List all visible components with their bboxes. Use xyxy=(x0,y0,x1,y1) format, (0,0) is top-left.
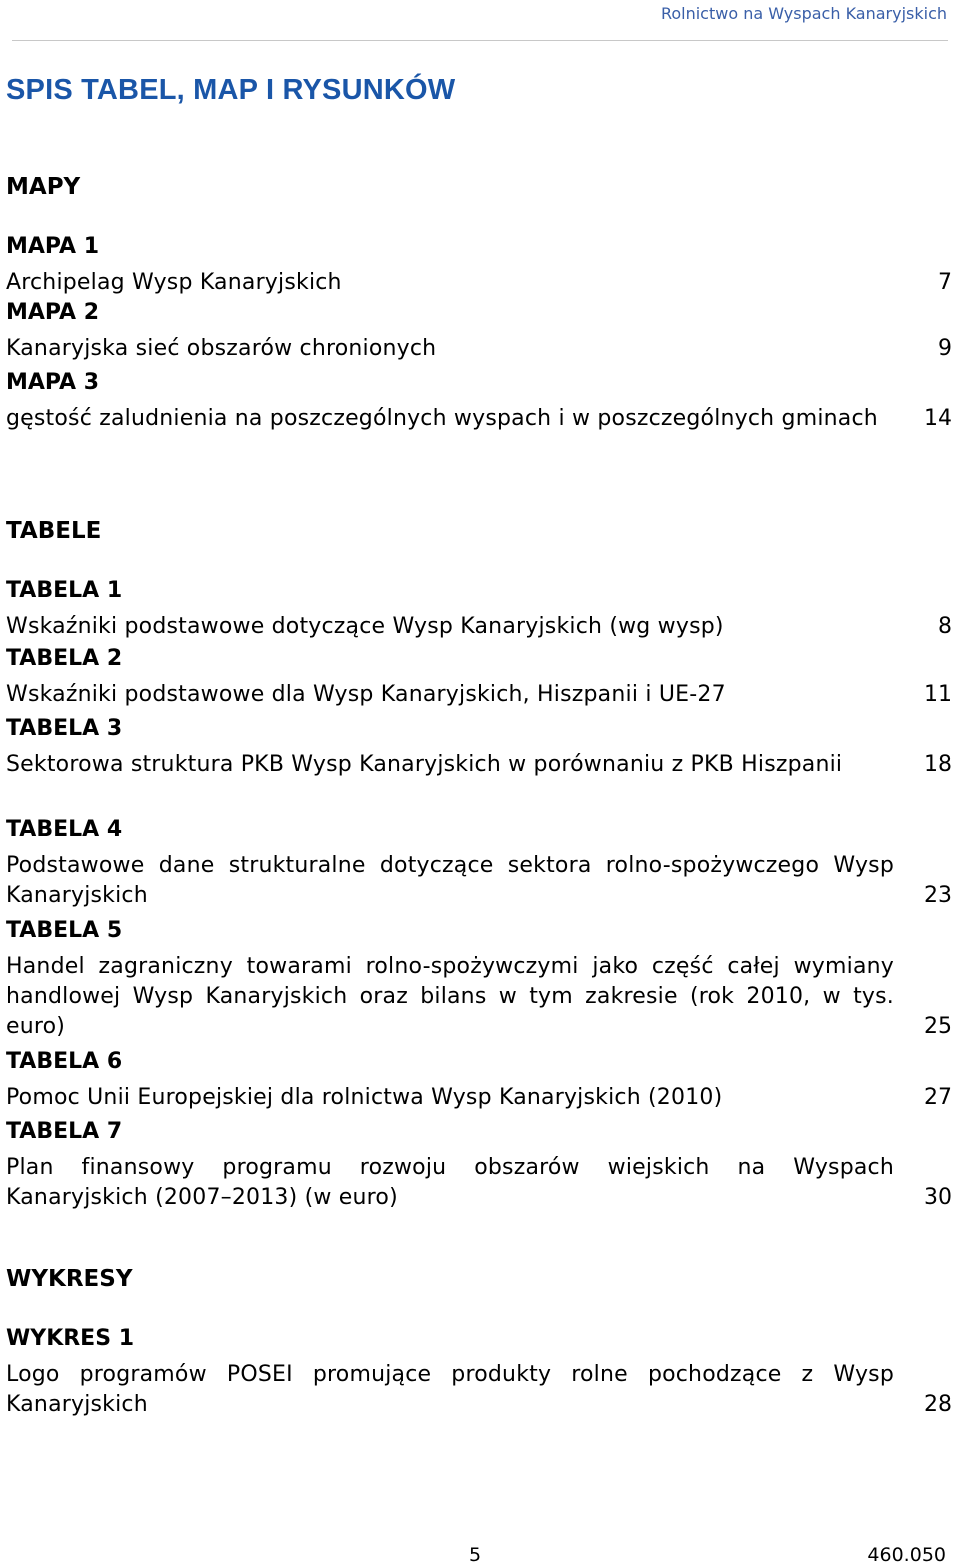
entry-description: Logo programów POSEI promujące produkty rolne pochodzące z Wysp Kanaryjskich xyxy=(6,1362,894,1417)
list-item-tabela-2 xyxy=(6,644,952,710)
entry-page-number: 30 xyxy=(924,1185,952,1210)
entry-label: MAPA 2 xyxy=(6,300,100,325)
list-item-mapa-3 xyxy=(6,368,952,434)
entry-page-number: 7 xyxy=(938,270,952,295)
entry-label: MAPA 1 xyxy=(6,234,100,259)
list-item-tabela-5 xyxy=(6,916,952,1042)
entry-description: Sektorowa struktura PKB Wysp Kanaryjskich w porównaniu z PKB Hiszpanii xyxy=(6,752,843,777)
section-heading-tabele: TABELE xyxy=(6,518,102,544)
entry-page-number: 18 xyxy=(924,752,952,777)
running-header-title: Rolnictwo na Wyspach Kanaryjskich xyxy=(660,4,947,23)
entry-page-number: 27 xyxy=(924,1085,952,1110)
list-item-mapa-2 xyxy=(6,298,952,364)
entry-label: TABELA 1 xyxy=(6,578,123,603)
section-heading-mapy: MAPY xyxy=(6,174,81,200)
entry-page-number: 11 xyxy=(924,682,952,707)
page-title: SPIS TABEL, MAP I RYSUNKÓW xyxy=(6,74,456,106)
footer-page-number: 5 xyxy=(469,1544,482,1566)
list-item-wykres-1 xyxy=(6,1324,952,1420)
entry-description: Pomoc Unii Europejskiej dla rolnictwa Wysp Kanaryjskich (2010) xyxy=(6,1085,723,1110)
entry-label: TABELA 2 xyxy=(6,646,123,671)
list-item-tabela-7 xyxy=(6,1117,952,1213)
list-item-tabela-6 xyxy=(6,1047,952,1113)
entry-description: Handel zagraniczny towarami rolno-spożywczymi jako część całej wymiany handlowej Wysp Kanaryjskich oraz bilans w tym zakresie (rok 2010, w tys. euro) xyxy=(6,954,894,1039)
entry-description: Wskaźniki podstawowe dla Wysp Kanaryjskich, Hiszpanii i UE-27 xyxy=(6,682,726,707)
footer-document-code: 460.050 xyxy=(867,1544,946,1566)
entry-description: Kanaryjska sieć obszarów chronionych xyxy=(6,336,437,361)
entry-page-number: 25 xyxy=(924,1014,952,1039)
list-item-tabela-3 xyxy=(6,714,952,780)
list-item-tabela-1 xyxy=(6,576,952,642)
entry-page-number: 9 xyxy=(938,336,952,361)
entry-description: Podstawowe dane strukturalne dotyczące sektora rolno-spożywczego Wysp Kanaryjskich xyxy=(6,853,894,908)
entry-page-number: 23 xyxy=(924,883,952,908)
list-item-mapa-1 xyxy=(6,232,952,298)
entry-label: TABELA 5 xyxy=(6,918,123,943)
entry-label: TABELA 4 xyxy=(6,817,123,842)
entry-description: Archipelag Wysp Kanaryjskich xyxy=(6,270,342,295)
entry-label: TABELA 7 xyxy=(6,1119,123,1144)
entry-page-number: 28 xyxy=(924,1392,952,1417)
entry-page-number: 8 xyxy=(938,614,952,639)
entry-label: WYKRES 1 xyxy=(6,1326,135,1351)
entry-page-number: 14 xyxy=(924,406,952,431)
header-divider xyxy=(12,40,948,41)
entry-label: TABELA 3 xyxy=(6,716,123,741)
list-item-tabela-4 xyxy=(6,815,952,911)
entry-description: Plan finansowy programu rozwoju obszarów wiejskich na Wyspach Kanaryjskich (2007–2013) (w euro) xyxy=(6,1155,894,1210)
entry-label: MAPA 3 xyxy=(6,370,100,395)
entry-description: gęstość zaludnienia na poszczególnych wyspach i w poszczególnych gminach xyxy=(6,406,878,431)
section-heading-wykresy: WYKRESY xyxy=(6,1266,133,1292)
entry-description: Wskaźniki podstawowe dotyczące Wysp Kanaryjskich (wg wysp) xyxy=(6,614,724,639)
entry-label: TABELA 6 xyxy=(6,1049,123,1074)
